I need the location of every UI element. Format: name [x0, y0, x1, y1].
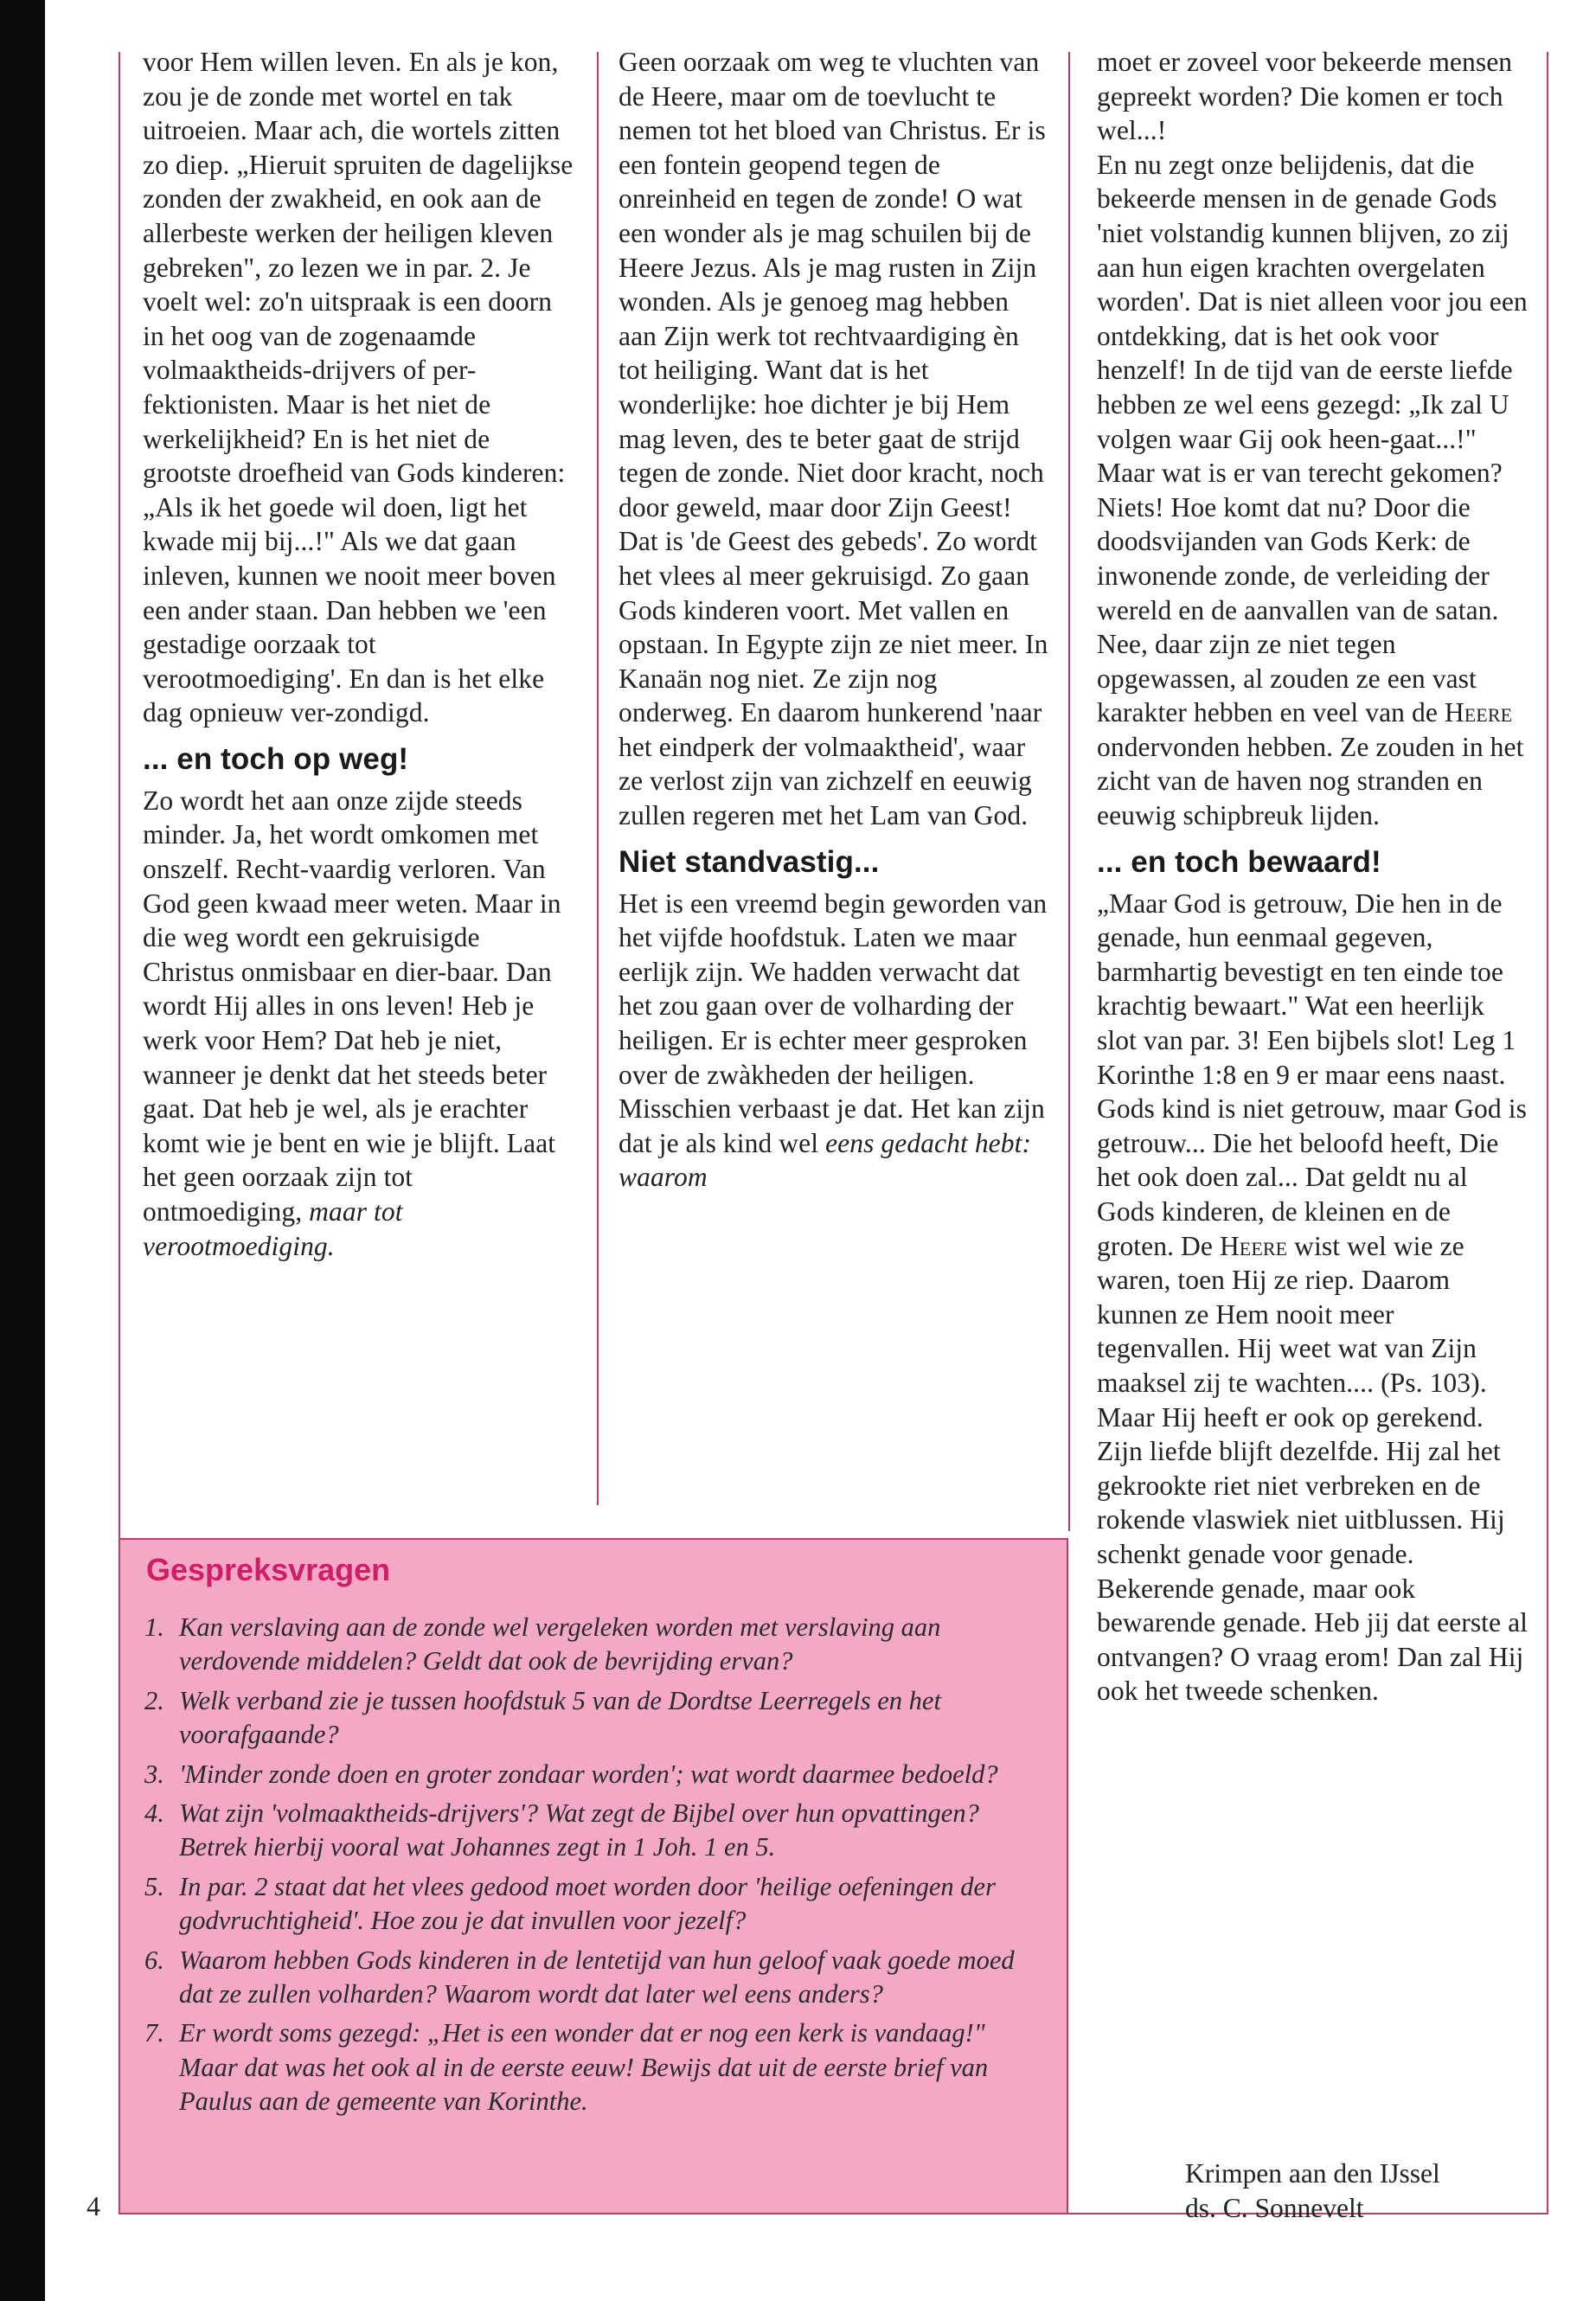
col3-paragraph-3-a: Nee, daar zijn ze niet tegen opgewassen, al zouden ze een vast karakter hebben en veel van de [1097, 629, 1477, 728]
question-text: Wat zijn 'volmaaktheids-drijvers'? Wat zegt de Bijbel over hun opvattingen? Betrek hierbij vooral wat Johannes zegt in 1 Joh. 1 en 5. [179, 1798, 979, 1862]
heading-niet-standvastig: Niet standvastig... [619, 844, 880, 879]
col3-paragraph-4-a: „Maar God is getrouw, Die hen in de genade, hun eenmaal gegeven, barmhartig bevestigt en ten einde toe krachtig bewaart." Wat een heerlijk slot van par. 3! Een bijbels slot! Leg 1 Korinthe 1:8 en 9 er maar eens naast. Gods kind is niet getrouw, maar God is getrouw... Die het beloofd heeft, Die het ook doen zal... Dat geldt nu al Gods kinderen, de kleinen en de groten. De [1097, 888, 1527, 1261]
col3-paragraph-4-b: wist wel wie ze waren, toen Hij ze riep. Daarom kunnen ze Hem nooit meer tegenvallen. Hij weet wat van Zijn maaksel zij te wachten.... (Ps. 103). Maar Hij heeft er ook op gerekend. Zijn liefde blijft dezelfde. Hij zal het gekrookte riet niet verbreken en de rokende vlaswiek niet uitblussen. Hij schenkt genade voor genade. Bekerende genade, maar ook bewarende genade. Heb jij dat eerste al ontvangen? O vraag erom! Dan zal Hij ook het tweede schenken. [1097, 1230, 1529, 1707]
question-number: 5. [144, 1871, 164, 1901]
discussion-questions-box [119, 1538, 1068, 2214]
page-spine [0, 0, 45, 2301]
column-2 [619, 45, 1051, 1195]
question-number: 1. [144, 1612, 164, 1642]
col1-paragraph-2 [143, 784, 575, 1263]
col3-paragraph-2: En nu zegt onze belijdenis, dat die bekeerde mensen in de genade Gods 'niet volstandig kunnen blijven, zo zij aan hun eigen krachten overgelaten worden'. Dat is niet alleen voor jou een ontdekking, dat is het ook voor henzelf! In de tijd van de eerste liefde hebben ze wel eens gezegd: „Ik zal U volgen waar Gij ook heen-gaat...!" Maar wat is er van terecht gekomen? Niets! Hoe komt dat nu? Door die doodsvijanden van Gods Kerk: de inwonende zonde, de verleiding der wereld en de aanvallen van de satan. [1097, 149, 1528, 625]
question-item [144, 1758, 1044, 1791]
question-item [144, 1684, 1044, 1753]
question-text: In par. 2 staat dat het vlees gedood moet worden door 'heilige oefeningen der godvruchtigheid'. Hoe zou je dat invullen voor jezelf? [179, 1871, 996, 1936]
question-number: 6. [144, 1945, 164, 1975]
question-item [144, 1944, 1044, 2012]
col1-paragraph-2-text: Zo wordt het aan onze zijde steeds minder. Ja, het wordt omkomen met onszelf. Recht-vaardig verloren. Van God geen kwaad meer weten. Maar in die weg wordt een gekruisigde Christus onmisbaar en dier-baar. Dan wordt Hij alles in ons leven! Heb je werk voor Hem? Dat heb je niet, wanneer je denkt dat het steeds beter gaat. Dat heb je wel, als je erachter komt wie je bent en wie je blijft. Laat het geen oorzaak zijn tot ontmoediging, [143, 785, 561, 1227]
col3-paragraph-3-b: ondervonden hebben. Ze zouden in het zicht van de haven nog stranden en eeuwig schipbreuk lijden. [1097, 731, 1524, 831]
discussion-questions-list [144, 1611, 1044, 2125]
question-text: 'Minder zonde doen en groter zondaar worden'; wat wordt daarmee bedoeld? [179, 1759, 998, 1789]
col1-paragraph-2-tail: maar tot verootmoediging. [143, 1196, 403, 1261]
col2-paragraph-2-text: Het is een vreemd begin geworden van het vijfde hoofdstuk. Laten we maar eerlijk zijn. We hadden verwacht dat het zou gaan over de volharding der heiligen. Er is echter meer gesproken over de zwàkheden der heiligen. Misschien verbaast je dat. Het kan zijn dat je als kind wel [619, 888, 1048, 1158]
question-text: Waarom hebben Gods kinderen in de lentetijd van hun geloof vaak goede moed dat ze zullen volharden? Waarom wordt dat later wel eens anders? [179, 1945, 1015, 2009]
signoff [1185, 2157, 1440, 2226]
question-item [144, 2016, 1044, 2118]
col3-paragraph-3 [1097, 627, 1529, 833]
discussion-questions-title: Gespreksvragen [146, 1552, 391, 1587]
col2-paragraph-1: Geen oorzaak om weg te vluchten van de Heere, maar om de toevlucht te nemen tot het bloed van Christus. Er is een fontein geopend tegen de onreinheid en tegen de zonde! O wat een wonder als je mag schuilen bij de Heere Jezus. Als je mag rusten in Zijn wonden. Als je genoeg mag hebben aan Zijn werk tot rechtvaardiging èn tot heiliging. Want dat is het wonderlijke: hoe dichter je bij Hem mag leven, des te beter gaat de strijd tegen de zonde. Niet door kracht, noch door geweld, maar door Zijn Geest! Dat is 'de Geest des gebeds'. Zo wordt het vlees al meer gekruisigd. Zo gaan Gods kinderen voort. Met vallen en opstaan. In Egypte zijn ze niet meer. In Kanaän nog niet. Ze zijn nog onderweg. En daarom hunkerend 'naar het eindperk der volmaaktheid', waar ze verlost zijn van zichzelf en eeuwig zullen regeren met het Lam van God. [619, 47, 1048, 831]
signoff-author: ds. C. Sonnevelt [1185, 2193, 1364, 2223]
col3-paragraph-4 [1097, 887, 1529, 1708]
column-3 [1097, 45, 1529, 1708]
question-number: 3. [144, 1759, 164, 1789]
question-number: 2. [144, 1685, 164, 1715]
question-item [144, 1797, 1044, 1865]
page-number: 4 [87, 2190, 100, 2221]
heading-en-toch-op-weg: ... en toch op weg! [143, 741, 409, 776]
question-text: Er wordt soms gezegd: „Het is een wonder dat er nog een kerk is vandaag!" Maar dat was het ook al in de eerste eeuw! Bewijs dat uit de eerste brief van Paulus aan de gemeente van Korinthe. [179, 2018, 989, 2117]
column-rule-left [119, 52, 120, 1540]
col2-paragraph-2 [619, 887, 1051, 1195]
heere-smallcaps-1: Heere [1444, 697, 1513, 728]
question-item [144, 1611, 1044, 1679]
column-rule-right [1068, 52, 1070, 1531]
signoff-place: Krimpen aan den IJssel [1185, 2158, 1440, 2189]
question-text: Welk verband zie je tussen hoofdstuk 5 van de Dordtse Leerregels en het voorafgaande? [179, 1685, 941, 1750]
question-number: 4. [144, 1798, 164, 1829]
question-text: Kan verslaving aan de zonde wel vergeleken worden met verslaving aan verdovende middelen? Geldt dat ook de bevrijding ervan? [179, 1612, 941, 1676]
col2-paragraph-2-tail: eens gedacht hebt: waarom [619, 1127, 1032, 1193]
column-1 [143, 45, 575, 1263]
question-number: 7. [144, 2018, 164, 2048]
heere-smallcaps-2: Heere [1219, 1230, 1288, 1261]
column-rule-middle [597, 52, 599, 1505]
col1-paragraph-1: voor Hem willen leven. En als je kon, zou je de zonde met wortel en tak uitroeien. Maar ach, die wortels zitten zo diep. „Hieruit spruiten de dagelijkse zonden der zwakheid, en ook aan de allerbeste werken der heiligen kleven gebreken", zo lezen we in par. 2. Je voelt wel: zo'n uitspraak is een doorn in het oog van de zogenaamde volmaaktheids-drijvers of per-fektionisten. Maar is het niet de werkelijkheid? En is het niet de grootste droefheid van Gods kinderen: „Als ik het goede wil doen, ligt het kwade mij bij...!" Als we dat gaan inleven, kunnen we nooit meer boven een ander staan. Dan hebben we 'een gestadige oorzaak tot verootmoediging'. En dan is het elke dag opnieuw ver-zondigd. [143, 47, 574, 728]
column-rule-outer [1547, 52, 1548, 2214]
col3-paragraph-1: moet er zoveel voor bekeerde mensen gepreekt worden? Die komen er toch wel...! [1097, 47, 1513, 146]
question-item [144, 1870, 1044, 1939]
heading-en-toch-bewaard: ... en toch bewaard! [1097, 844, 1381, 879]
